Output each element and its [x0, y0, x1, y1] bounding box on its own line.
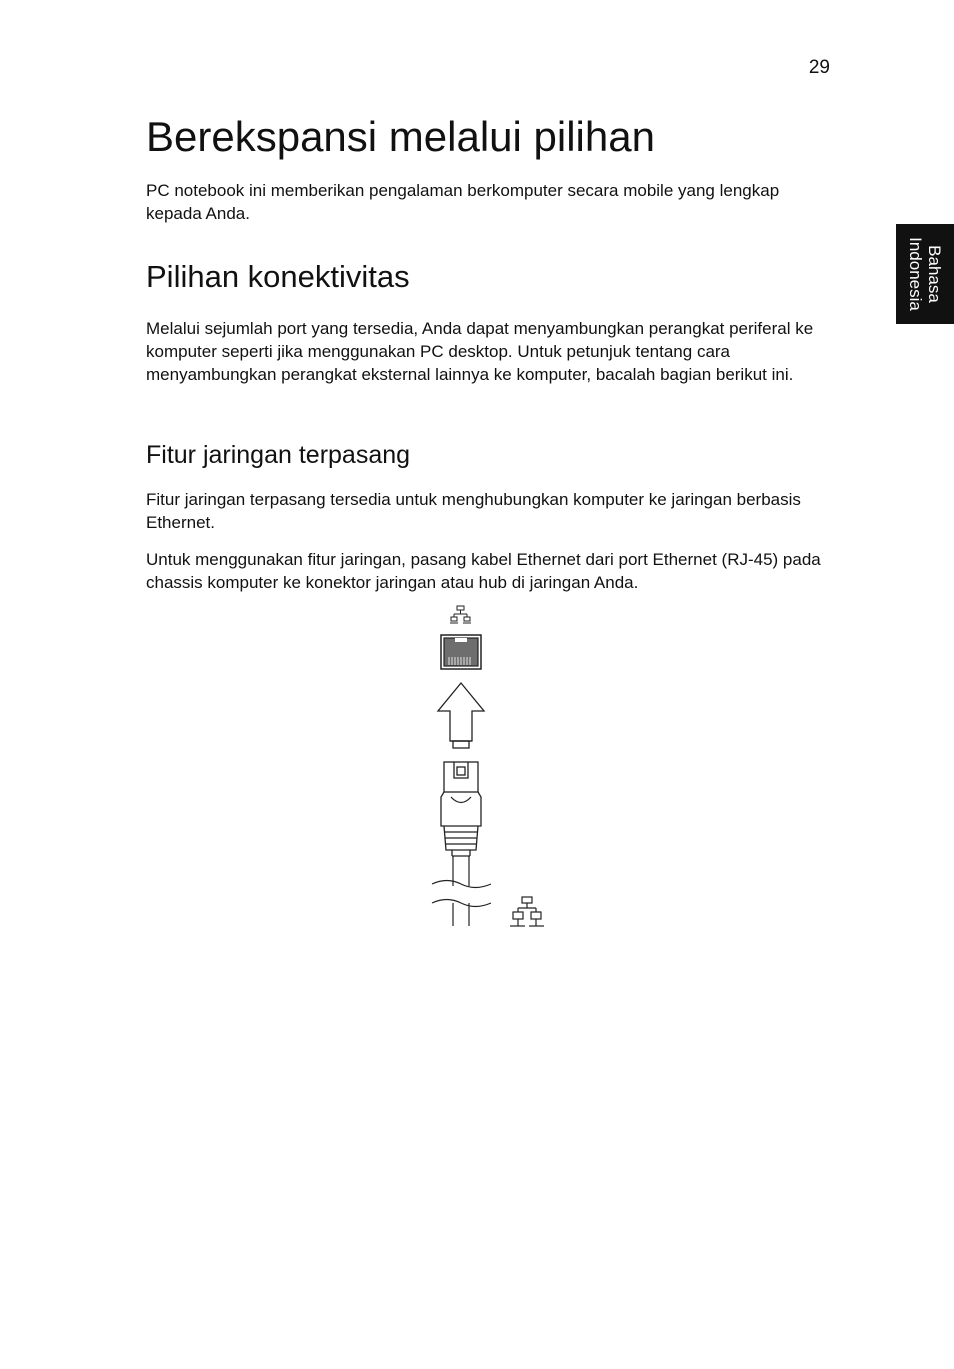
ethernet-port-icon [441, 635, 481, 669]
language-tab-line2: Indonesia [906, 237, 925, 311]
subsection-paragraph-2: Untuk menggunakan fitur jaringan, pasang kabel Ethernet dari port Ethernet (RJ-45) pada chassis komputer ke konektor jaringan atau hub di jaringan Anda. [146, 550, 821, 592]
rj45-plug-icon [441, 762, 481, 856]
language-tab [896, 224, 954, 324]
language-tab-line1: Bahasa [925, 245, 944, 303]
page-number: 29 [808, 57, 830, 78]
language-tab-label [906, 237, 944, 311]
cable-break-icon [432, 856, 491, 926]
subsection-paragraph-1: Fitur jaringan terpasang tersedia untuk menghubungkan komputer ke jaringan berbasis Ethernet. [146, 490, 801, 532]
arrow-up-icon [438, 683, 484, 748]
ethernet-connection-figure [420, 600, 560, 935]
subsection-heading: Fitur jaringan terpasang [146, 441, 411, 469]
intro-paragraph: PC notebook ini memberikan pengalaman berkomputer secara mobile yang lengkap kepada Anda. [146, 181, 780, 223]
section-paragraph: Melalui sejumlah port yang tersedia, Anda dapat menyambungkan perangkat periferal ke komputer seperti jika menggunakan PC desktop. Untuk petunjuk tentang cara menyambungkan perangkat eksternal lainnya ke komputer, bacalah bagian berikut ini. [146, 319, 814, 384]
section-heading: Pilihan konektivitas [146, 259, 410, 294]
network-icon [450, 606, 471, 623]
network-icon [510, 897, 544, 926]
page-title: Berekspansi melalui pilihan [146, 113, 655, 160]
